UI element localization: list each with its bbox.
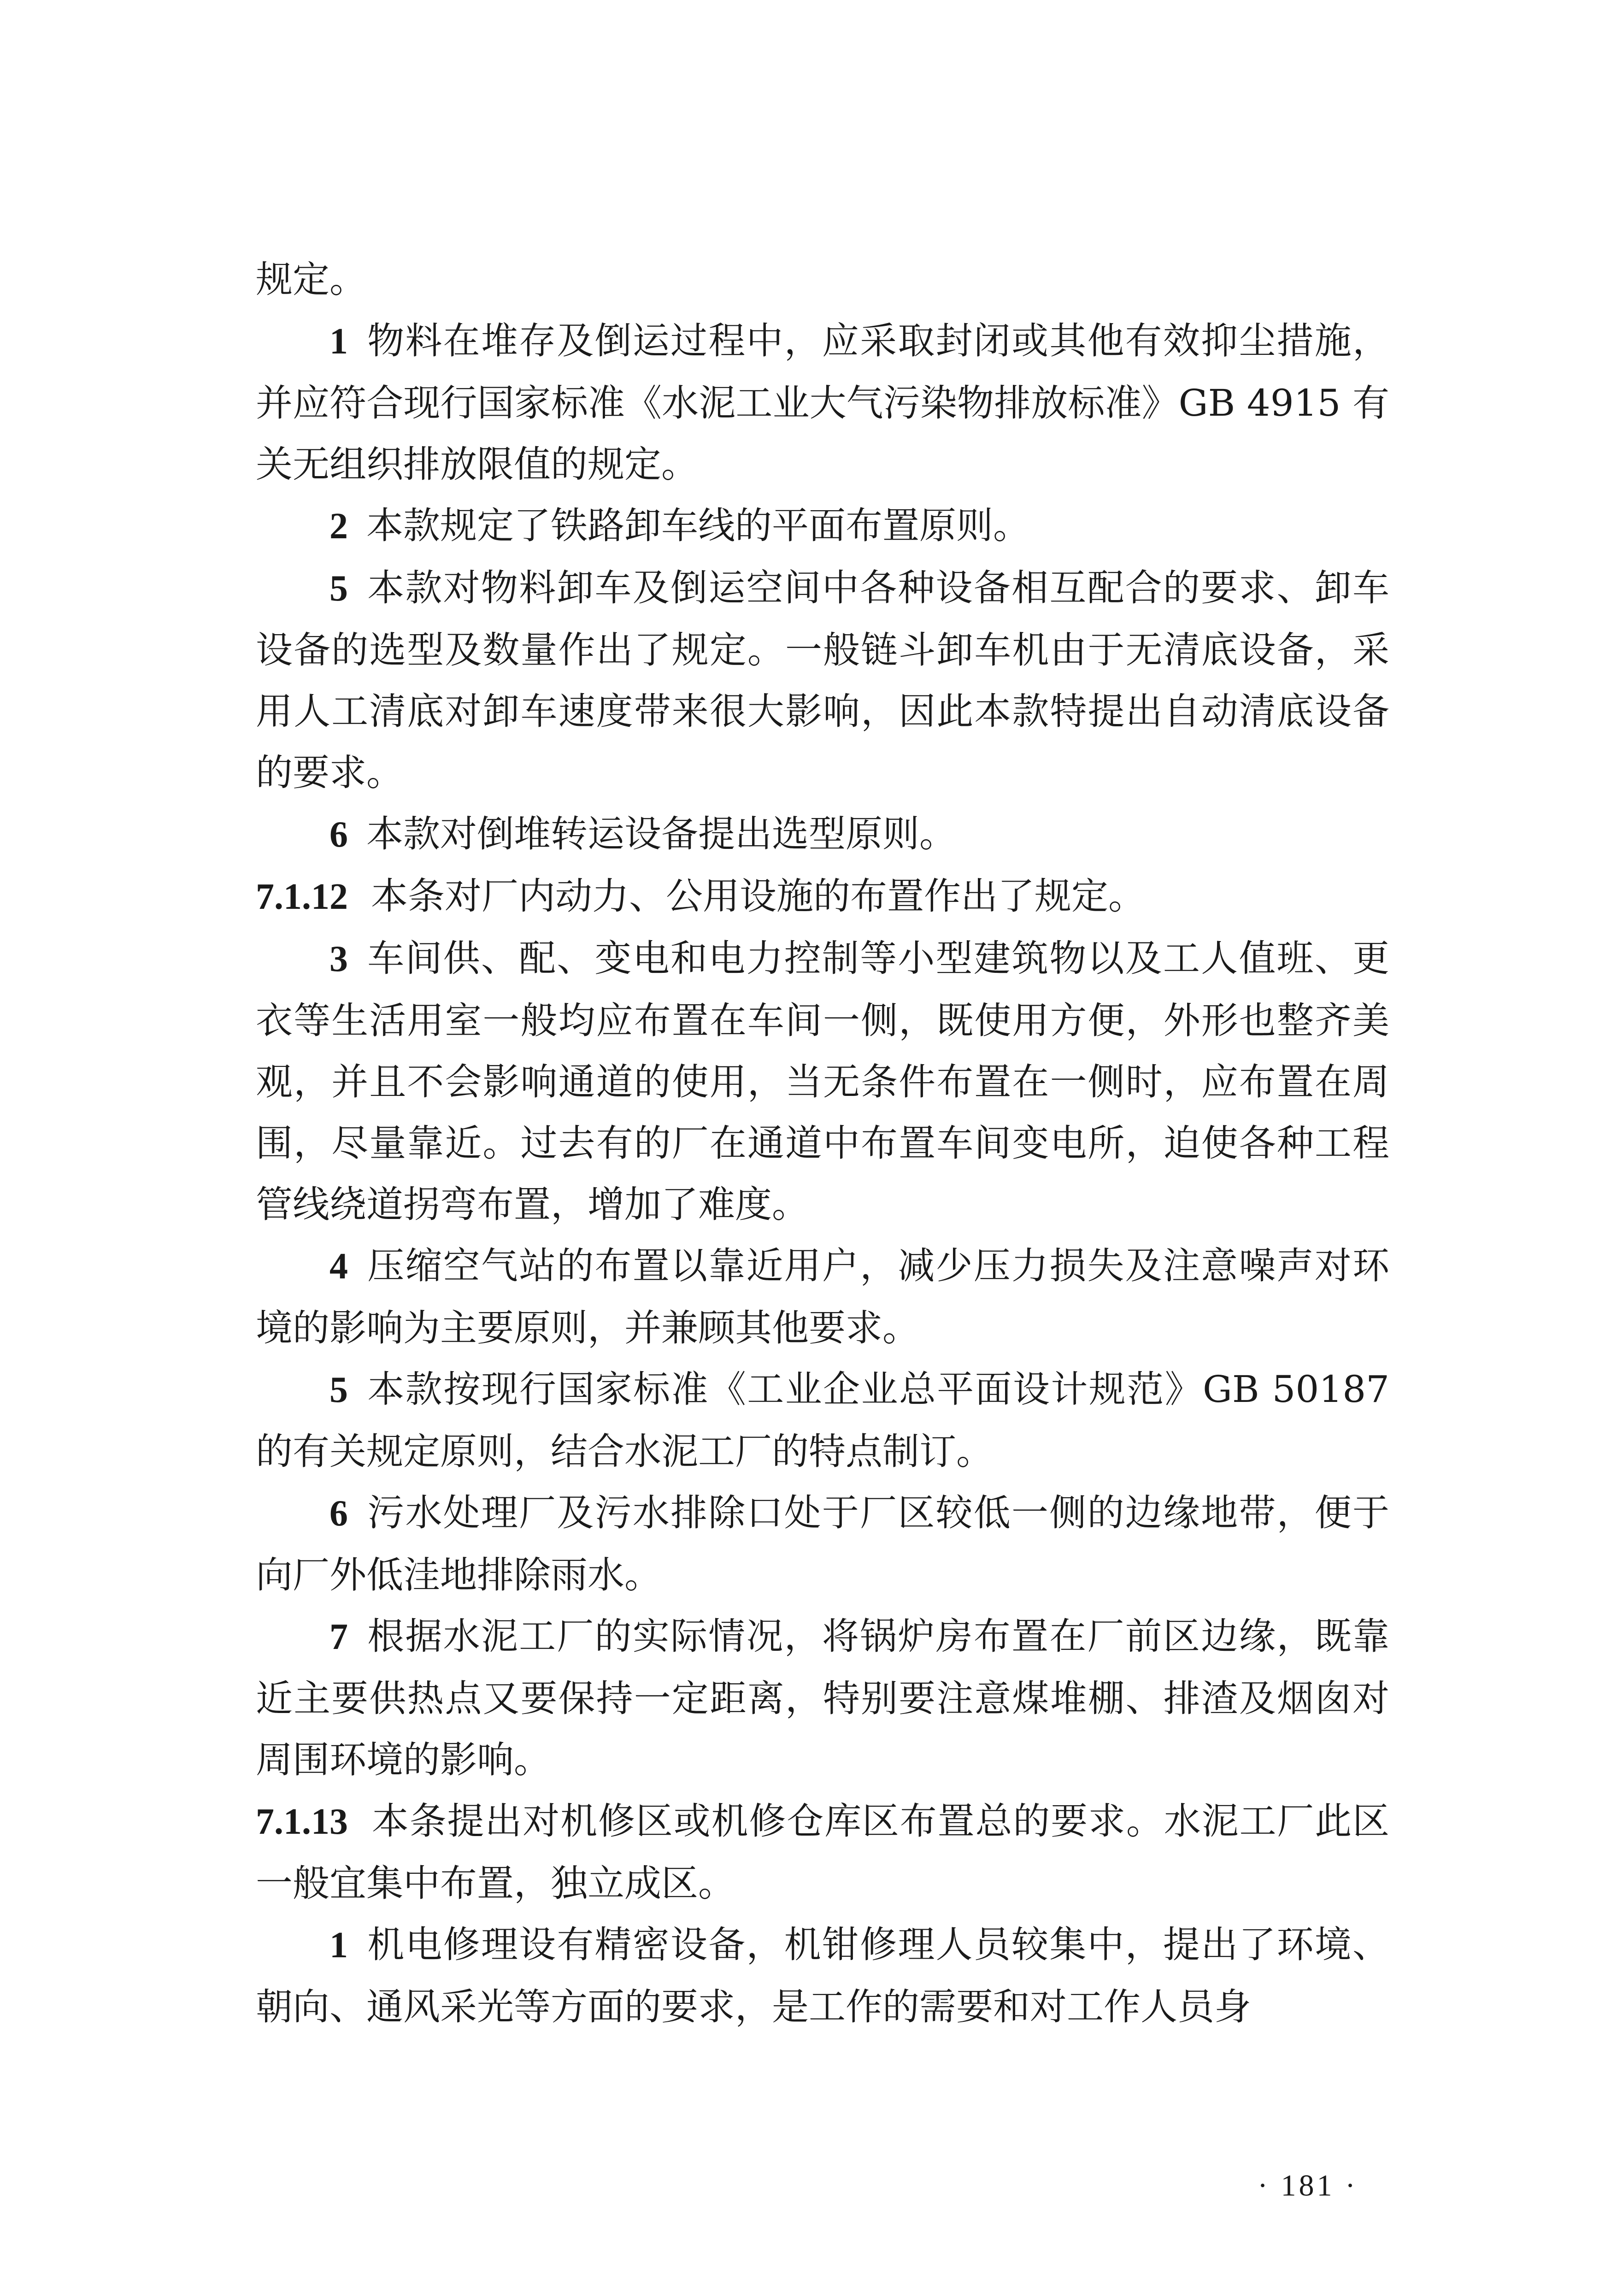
item-number: 7 <box>329 1617 348 1657</box>
paragraph-8: 5 本款按现行国家标准《工业企业总平面设计规范》GB 50187 的有关规定原则，结合水泥工厂的特点制订。 <box>256 1368 1389 1473</box>
paragraph-9: 6 污水处理厂及污水排除口处于厂区较低一侧的边缘地带，便于向厂外低洼地排除雨水。 <box>256 1491 1389 1596</box>
item-number: 1 <box>329 1925 348 1966</box>
paragraph-6: 3 车间供、配、变电和电力控制等小型建筑物以及工人值班、更衣等生活用室一般均应布置在车间一侧，既使用方便，外形也整齐美观，并且不会影响通道的使用，当无条件布置在一侧时，应布置在周围，尽量靠近。过去有的厂在通道中布置车间变电所，迫使各种工程管线绕道拐弯布置，增加了难度。 <box>256 937 1389 1226</box>
clause-number: 7.1.12 <box>256 877 348 917</box>
clause-number: 7.1.13 <box>256 1801 348 1842</box>
item-number: 6 <box>329 1493 348 1534</box>
item-number: 2 <box>329 506 348 547</box>
page-number: · 181 · <box>1258 2169 1358 2202</box>
item-number: 5 <box>329 1370 348 1410</box>
paragraph-2: 2 本款规定了铁路卸车线的平面布置原则。 <box>329 504 1030 547</box>
paragraph-7: 4 压缩空气站的布置以靠近用户，减少压力损失及注意噪声对环境的影响为主要原则，并兼顾其他要求。 <box>256 1244 1389 1349</box>
item-number: 6 <box>329 814 348 855</box>
document-body <box>256 249 1389 2037</box>
paragraph-12: 1 机电修理设有精密设备，机钳修理人员较集中，提出了环境、朝向、通风采光等方面的要求，是工作的需要和对工作人员身 <box>256 1923 1389 2028</box>
paragraph-0: 规定。 <box>256 258 366 301</box>
paragraph-10: 7 根据水泥工厂的实际情况，将锅炉房布置在厂前区边缘，既靠近主要供热点又要保持一定距离，特别要注意煤堆棚、排渣及烟囱对周围环境的影响。 <box>256 1615 1389 1781</box>
item-number: 5 <box>329 568 348 609</box>
clause-7-1-12: 7.1.12 本条对厂内动力、公用设施的布置作出了规定。 <box>256 875 1145 918</box>
paragraph-4: 6 本款对倒堆转运设备提出选型原则。 <box>329 812 956 855</box>
item-number: 3 <box>329 939 348 979</box>
clause-7-1-13: 7.1.13 本条提出对机修区或机修仓库区布置总的要求。水泥工厂此区一般宜集中布置，独立成区。 <box>256 1800 1389 1905</box>
item-number: 4 <box>329 1246 348 1287</box>
paragraph-1: 1 物料在堆存及倒运过程中，应采取封闭或其他有效抑尘措施，并应符合现行国家标准《水泥工业大气污染物排放标准》GB 4915 有关无组织排放限值的规定。 <box>256 319 1389 486</box>
item-number: 1 <box>329 321 348 362</box>
paragraph-3: 5 本款对物料卸车及倒运空间中各种设备相互配合的要求、卸车设备的选型及数量作出了规定。一般链斗卸车机由于无清底设备，采用人工清底对卸车速度带来很大影响，因此本款特提出自动清底设备的要求。 <box>256 566 1389 794</box>
